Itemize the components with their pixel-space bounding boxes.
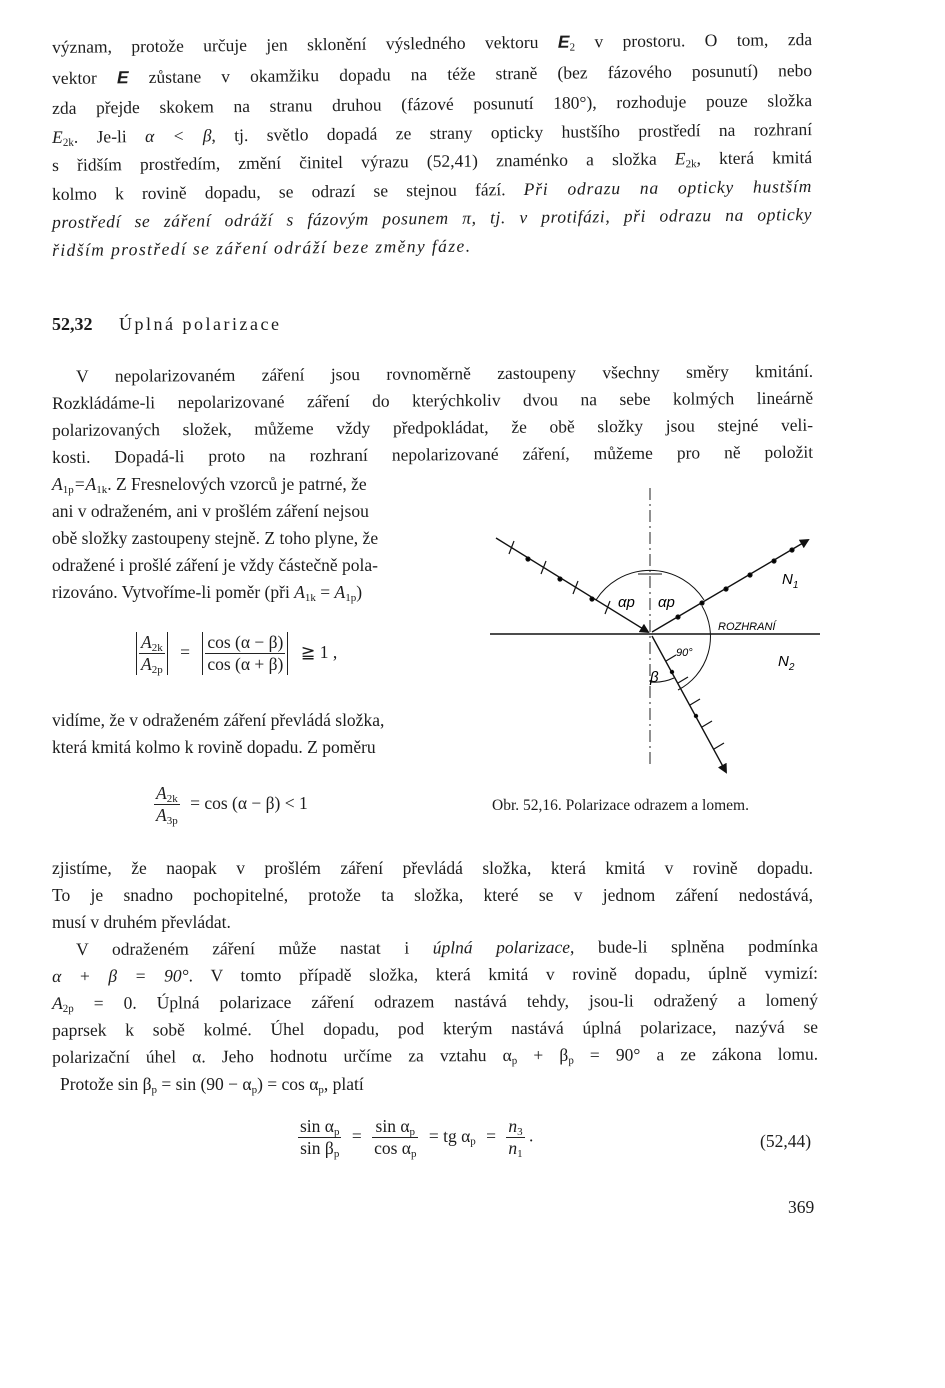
label-n1: $N_1$ xyxy=(782,571,799,591)
equation-number: (52,44) xyxy=(760,1131,812,1151)
text-line: $A_{2p} = 0$. Úplná polarizace záření odrazem nastává tehdy, jsou-li odražený a lomený xyxy=(52,989,819,1015)
label-n2: $N_2$ xyxy=(778,653,795,673)
equation-ratio-abs: $\frac{A_{2k}}{A_{2p}}$ = $\frac{\cos (\alpha - \beta)}{\cos (\alpha + \beta)}$ ≧ 1 , xyxy=(136,632,337,675)
label-90: 90° xyxy=(676,647,693,659)
text-line: obě složky zastoupeny stejně. Z toho plyne, že xyxy=(52,528,379,548)
text-line: $A_{1p}=A_{1k}$. Z Fresnelových vzorců je patrné, že xyxy=(52,474,367,496)
section-number: 52,32 xyxy=(52,314,93,334)
figure-caption: Obr. 52,16. Polarizace odrazem a lomem. xyxy=(492,797,749,814)
text-line: prostředí se záření odráží s fázovým posunem π, tj. v protifázi, při odrazu na opticky xyxy=(52,204,813,232)
text-line: Protože $\sin \beta_p = \sin (90 - \alpha_p) = \cos \alpha_p$, platí xyxy=(60,1074,364,1096)
text-line: $E_{2k}$. Je-li α < β, tj. světlo dopadá ze strany opticky hustšího prostředí na rozhraní xyxy=(52,119,813,149)
text-line: význam, protože určuje jen sklonění výsledného vektoru $E_2$ v prostoru. O tom, zda xyxy=(52,29,813,57)
section-heading xyxy=(52,313,281,335)
text-line: zda přejde skokem na stranu druhou (fázové posunutí 180°), rozhoduje pouze složka xyxy=(52,90,813,118)
incident-ray xyxy=(496,538,648,632)
text-line: ani v odraženém, ani v prošlém záření nejsou xyxy=(52,501,369,521)
text-line: paprsek k sobě kolmé. Úhel dopadu, pod kterým nastává úplná polarizace, nazývá se xyxy=(52,1016,819,1040)
text-line: kolmo k rovině dopadu, se odrazí se stejnou fází. Při odrazu na opticky hustším xyxy=(52,176,813,204)
text-line: α + β = 90°. V tomto případě složka, která kmitá v rovině dopadu, úplně vymizí: xyxy=(52,962,819,986)
label-interface: ROZHRANÍ xyxy=(718,621,776,633)
label-alpha-right: αp xyxy=(658,594,675,611)
text-line: polarizační úhel α. Jeho hodnotu určíme za vztahu $\alpha_p + \beta_p = 90^\circ$ a ze zákona lomu. xyxy=(52,1043,819,1067)
equation-52-44: $\frac{\sin \alpha_p}{\sin \beta_p}$ = $\frac{\sin \alpha_p}{\cos \alpha_p}$ = tg $\alpha_p$ = $\frac{n_3}{n_1}$ . xyxy=(300,1116,534,1160)
abs-cos-ratio: $\frac{\cos (\alpha - \beta)}{\cos (\alpha + \beta)}$ xyxy=(202,632,288,675)
text-line: To je snadno pochopitelné, protože ta složka, které se v jednom záření nedostává, xyxy=(52,885,813,905)
text-line: řidším prostředí se záření odráží beze změny fáze. xyxy=(52,235,472,260)
text-line: musí v druhém převládat. xyxy=(52,912,231,932)
text-line: rizováno. Vytvoříme-li poměr (při $A_{1k} = A_{1p}$) xyxy=(52,582,363,604)
section-title: Úplná polarizace xyxy=(119,314,282,334)
text-line: polarizovaných složek, můžeme vždy předpokládat, že obě složky jsou stejné veli- xyxy=(52,414,814,440)
text-line: vektor E zůstane v okamžiku dopadu na téže straně (bez fázového posunutí) nebo xyxy=(52,60,813,88)
equation-ratio: $\frac{A_{2k}}{A_{3p}}$ = cos (α − β) < 1 xyxy=(156,783,308,827)
text-line: s řidším prostředím, změní činitel výrazu (52,41) znaménko a složka $E_{2k}$, která kmitá xyxy=(52,147,813,175)
text-line: odražené i prošlé záření je vždy částečně pola- xyxy=(52,555,379,575)
text-line: která kmitá kolmo k rovině dopadu. Z poměru xyxy=(52,737,376,757)
text-line: Rozkládáme-li nepolarizované záření do kterýchkoliv dvou na sebe kolmých lineárně xyxy=(52,387,814,413)
abs-ratio: $\frac{A_{2k}}{A_{2p}}$ xyxy=(136,632,168,675)
polarization-figure xyxy=(488,486,828,786)
text-line: zjistíme, že naopak v prošlém záření převládá složka, která kmitá v rovině dopadu. xyxy=(52,858,813,878)
label-beta: β xyxy=(650,669,659,686)
text-line: vidíme, že v odraženém záření převládá složka, xyxy=(52,710,385,730)
text-line: V odraženém záření může nastat i úplná polarizace, bude-li splněna podmínka xyxy=(76,935,819,959)
text-line: V nepolarizovaném záření jsou rovnoměrně zastoupeny všechny směry kmitání. xyxy=(76,360,814,386)
page-number: 369 xyxy=(788,1197,815,1217)
text-line: kosti. Dopadá-li proto na rozhraní nepolarizované záření, můžeme pro ně položit xyxy=(52,441,814,467)
label-alpha-left: αp xyxy=(618,594,635,611)
